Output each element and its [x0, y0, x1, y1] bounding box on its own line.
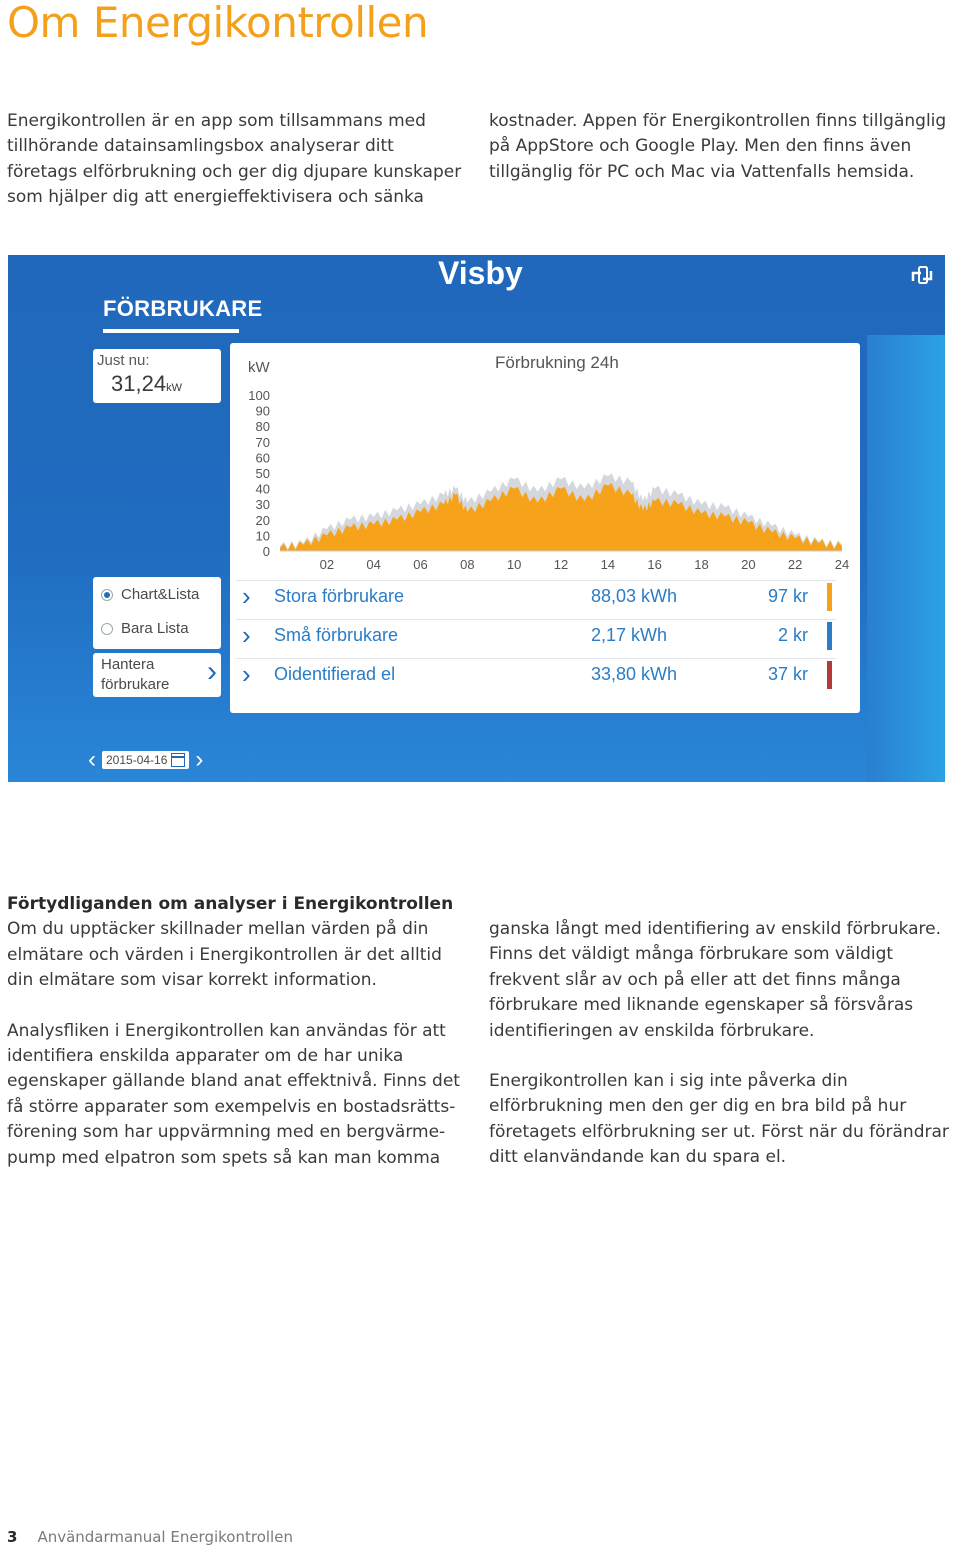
intro-left-column [7, 109, 467, 211]
app-screenshot [8, 255, 945, 782]
x-tick-label: 10 [506, 557, 522, 572]
date-navigator [88, 748, 203, 772]
section-heading: Förtydliganden om analyser i Energikontrollen [7, 894, 454, 914]
date-value: 2015-04-16 [106, 753, 168, 767]
chevron-right-icon: › [242, 581, 251, 611]
consumer-name: Små förbrukare [274, 625, 399, 645]
consumer-color-swatch [827, 583, 832, 611]
manage-label-line-1: Hantera [101, 656, 155, 673]
consumer-name: Oidentifierad el [274, 664, 396, 684]
rotate-screen-icon[interactable] [907, 261, 937, 291]
chart-y-unit: kW [248, 359, 270, 376]
x-tick-label: 18 [694, 557, 709, 572]
y-tick-label: 80 [255, 419, 270, 435]
x-tick-label: 16 [647, 557, 662, 572]
chevron-right-icon: › [242, 620, 251, 650]
consumer-cost: 97 kr [767, 586, 808, 606]
app-right-edge [867, 335, 945, 782]
tab-forbrukare[interactable]: FÖRBRUKARE [103, 296, 263, 321]
x-tick-label: 02 [319, 557, 335, 572]
x-tick-label: 06 [413, 557, 428, 572]
y-tick-label: 40 [255, 481, 270, 497]
intro-right-column [489, 109, 954, 185]
y-tick-label: 90 [255, 403, 270, 419]
chart-title: Förbrukning 24h [495, 353, 619, 372]
x-tick-label: 12 [553, 557, 569, 572]
current-power-box [93, 349, 221, 403]
current-power-value [111, 371, 182, 397]
radio-selected-icon [101, 589, 113, 601]
current-power-label: Just nu: [97, 352, 150, 369]
manage-consumers-button[interactable] [93, 653, 221, 697]
y-tick-label: 10 [255, 528, 270, 544]
clarifications-right-column [489, 917, 954, 1171]
list-item[interactable] [236, 619, 836, 652]
y-tick-label: 30 [255, 497, 270, 513]
x-tick-label: 14 [600, 557, 616, 572]
view-mode-selector [93, 577, 221, 649]
consumer-kwh: 88,03 kWh [591, 586, 678, 606]
paragraph: ganska långt med identifiering av enskild förbrukare. Finns det väldigt många förbrukare som väldigt frekvent slår av och på eller att det finns många förbrukare med liknande egenskaper så försvåras identifieringen av enskilda förbrukare. [489, 919, 942, 1041]
list-item[interactable] [236, 580, 836, 613]
clarifications-left-column [7, 892, 472, 1171]
chevron-right-icon: › [207, 655, 217, 688]
consumer-kwh: 33,80 kWh [591, 664, 678, 684]
consumer-name: Stora förbrukare [274, 586, 405, 606]
chevron-right-icon: › [242, 659, 251, 689]
y-tick-label: 50 [255, 466, 270, 481]
radio-label: Chart&Lista [121, 586, 200, 603]
paragraph: Om du upptäcker skillnader mellan värden på din elmätare och värden i Energikontrollen är det alltid din elmätare som visar korrekt information. [7, 919, 442, 991]
x-tick-label: 04 [366, 557, 381, 572]
radio-unselected-icon [101, 623, 113, 635]
y-tick-label: 60 [255, 450, 270, 466]
x-tick-label: 20 [741, 557, 756, 572]
x-tick-label: 08 [460, 557, 475, 572]
app-location-title: Visby [438, 255, 523, 291]
consumer-color-swatch [827, 661, 832, 689]
chart-series-area [280, 483, 842, 551]
y-tick-label: 100 [248, 388, 270, 403]
chevron-right-icon[interactable]: › [195, 746, 204, 773]
intro-paragraph-right: kostnader. Appen för Energikontrollen finns tillgänglig på AppStore och Google Play. Men den finns även tillgänglig för PC och Mac via Vattenfalls hemsida. [489, 111, 947, 182]
y-tick-label: 0 [262, 544, 270, 559]
consumer-color-swatch [827, 622, 832, 650]
radio-chart-and-list[interactable] [101, 586, 199, 603]
list-item[interactable] [236, 658, 836, 691]
y-tick-label: 70 [255, 434, 270, 450]
footer-title: Användarmanual Energikontrollen [37, 1528, 293, 1546]
x-tick-label: 22 [787, 557, 803, 572]
consumer-kwh: 2,17 kWh [591, 625, 668, 645]
consumer-cost: 2 kr [777, 625, 808, 645]
page-number: 3 [7, 1528, 18, 1546]
paragraph: Analysfliken i Energikontrollen kan användas för att identifiera enskilda apparater om de har unika egenskaper gällande bland anat effektnivå. Finns det få större apparater som exempelvis en bostadsrätts-förening som har uppvärmning med en bergvärme-pump med elpatron som spets så kan man komma [7, 1020, 460, 1168]
page-footer [7, 1528, 293, 1546]
intro-paragraph-left: Energikontrollen är en app som tillsammans med tillhörande datainsamlingsbox analyserar ditt företags elförbrukning och ger dig djupare kunskaper som hjälper dig att energieffektivisera och sänka [7, 111, 462, 208]
current-power-number: 31,24 [111, 371, 167, 396]
consumption-chart [230, 343, 860, 581]
chevron-left-icon[interactable]: ‹ [88, 746, 96, 773]
radio-list-only[interactable] [101, 620, 189, 637]
date-picker[interactable] [102, 751, 189, 769]
calendar-icon [171, 753, 185, 767]
radio-label: Bara Lista [121, 620, 189, 637]
paragraph: Energikontrollen kan i sig inte påverka din elförbrukning men den ger dig en bra bild på hur företagets elförbrukning ser ut. Först när du förändrar ditt elanvändande kan du spara el. [489, 1071, 949, 1168]
y-tick-label: 20 [255, 512, 270, 528]
tab-underline [103, 329, 239, 333]
consumer-cost: 37 kr [767, 664, 808, 684]
manage-consumers-label [101, 655, 169, 695]
x-tick-label: 24 [834, 557, 850, 572]
current-power-unit: kW [166, 382, 182, 394]
page-title: Om Energikontrollen [7, 0, 429, 47]
manage-label-line-2: förbrukare [101, 676, 170, 693]
